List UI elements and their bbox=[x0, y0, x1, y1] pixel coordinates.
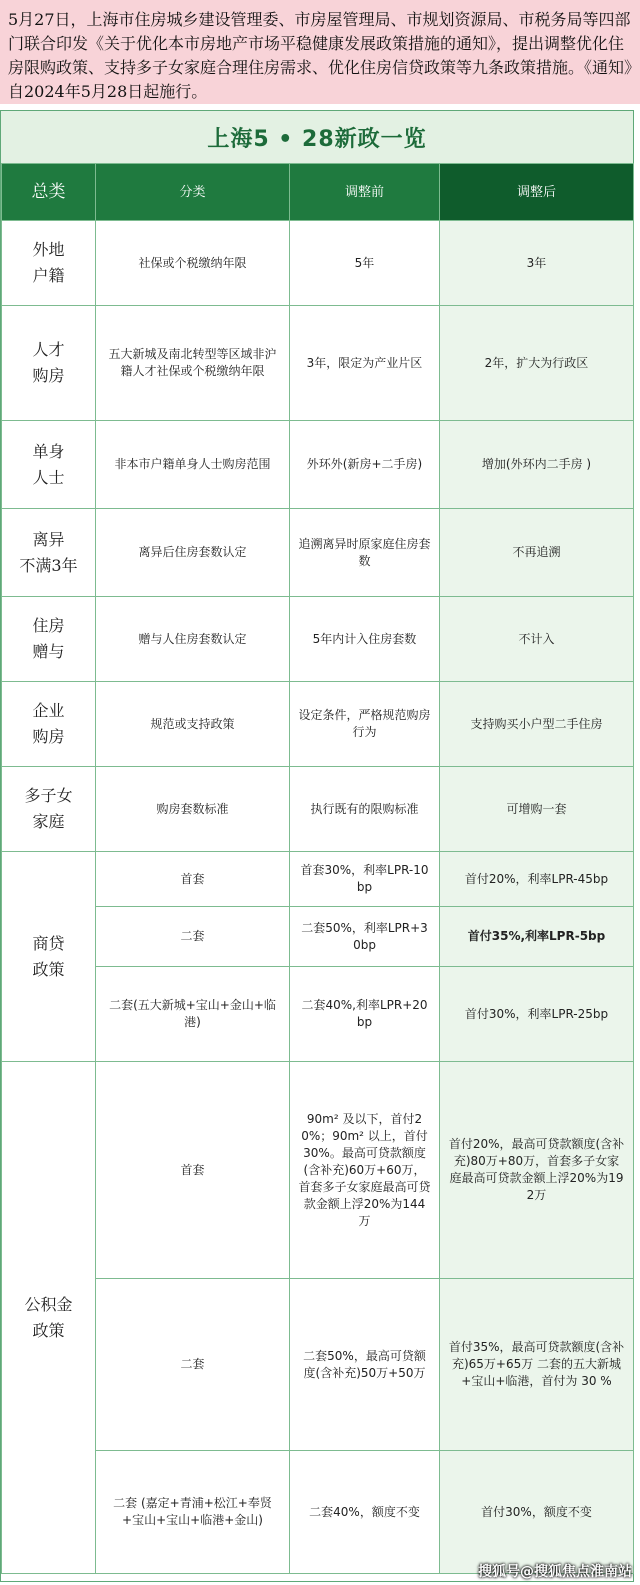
table-row bbox=[2, 1451, 634, 1574]
row-subcategory: 五大新城及南北转型等区域非沪籍人才社保或个税缴纳年限 bbox=[96, 306, 290, 421]
row-subcategory: 首套 bbox=[96, 1062, 290, 1279]
row-before: 首套30%，利率LPR-10bp bbox=[290, 852, 440, 907]
row-after: 可增购一套 bbox=[440, 767, 634, 852]
row-category: 外地 户籍 bbox=[2, 221, 96, 306]
row-before: 二套40%,利率LPR+20bp bbox=[290, 967, 440, 1062]
row-after: 首付20%，利率LPR-45bp bbox=[440, 852, 634, 907]
row-after: 首付30%，利率LPR-25bp bbox=[440, 967, 634, 1062]
row-before: 二套50%，利率LPR+30bp bbox=[290, 907, 440, 967]
table-row bbox=[2, 597, 634, 682]
row-category: 多子女 家庭 bbox=[2, 767, 96, 852]
row-after: 增加(外环内二手房 ) bbox=[440, 421, 634, 509]
row-subcategory: 离异后住房套数认定 bbox=[96, 509, 290, 597]
header-before: 调整前 bbox=[290, 164, 440, 221]
table-title: 上海5 • 28新政一览 bbox=[1, 111, 633, 163]
row-subcategory: 社保或个税缴纳年限 bbox=[96, 221, 290, 306]
table-row bbox=[2, 221, 634, 306]
table-row bbox=[2, 509, 634, 597]
row-before: 设定条件，严格规范购房行为 bbox=[290, 682, 440, 767]
table-row bbox=[2, 1279, 634, 1451]
table-row bbox=[2, 967, 634, 1062]
row-category: 离异 不满3年 bbox=[2, 509, 96, 597]
table-header-row bbox=[2, 164, 634, 221]
table-row bbox=[2, 421, 634, 509]
row-before: 外环外(新房+二手房) bbox=[290, 421, 440, 509]
intro-text: 5月27日，上海市住房城乡建设管理委、市房屋管理局、市规划资源局、市税务局等四部门联合印发《关于优化本市房地产市场平稳健康发展政策措施的通知》，提出调整优化住房限购政策、支持多子女家庭合理住房需求、优化住房信贷政策等九条政策措施。《通知》自2024年5月28日起施行。 bbox=[0, 0, 640, 104]
row-category: 住房 赠与 bbox=[2, 597, 96, 682]
row-subcategory: 规范或支持政策 bbox=[96, 682, 290, 767]
row-subcategory: 非本市户籍单身人士购房范围 bbox=[96, 421, 290, 509]
policy-table bbox=[1, 163, 634, 1574]
row-subcategory: 二套 bbox=[96, 1279, 290, 1451]
table-row bbox=[2, 852, 634, 907]
fund-category: 公积金 政策 bbox=[2, 1062, 96, 1574]
table-row bbox=[2, 306, 634, 421]
row-before: 3年，限定为产业片区 bbox=[290, 306, 440, 421]
table-row bbox=[2, 1062, 634, 1279]
row-before: 二套50%，最高可贷额度(含补充)50万+50万 bbox=[290, 1279, 440, 1451]
row-after: 首付35%，最高可贷款额度(含补充)65万+65万 二套的五大新城+宝山+临港，首付为 30 % bbox=[440, 1279, 634, 1451]
header-after: 调整后 bbox=[440, 164, 634, 221]
row-after: 首付30%，额度不变 bbox=[440, 1451, 634, 1574]
row-before: 执行既有的限购标准 bbox=[290, 767, 440, 852]
row-subcategory: 二套(五大新城+宝山+金山+临港) bbox=[96, 967, 290, 1062]
row-subcategory: 购房套数标准 bbox=[96, 767, 290, 852]
header-subcategory: 分类 bbox=[96, 164, 290, 221]
row-after: 首付35%,利率LPR-5bp bbox=[440, 907, 634, 967]
row-before: 5年内计入住房套数 bbox=[290, 597, 440, 682]
row-after: 不再追溯 bbox=[440, 509, 634, 597]
row-before: 二套40%，额度不变 bbox=[290, 1451, 440, 1574]
row-after: 3年 bbox=[440, 221, 634, 306]
loan-category: 商贷 政策 bbox=[2, 852, 96, 1062]
row-after: 首付20%，最高可贷款额度(含补充)80万+80万，首套多子女家庭最高可贷款金额上浮20%为192万 bbox=[440, 1062, 634, 1279]
row-after: 2年，扩大为行政区 bbox=[440, 306, 634, 421]
table-row bbox=[2, 907, 634, 967]
row-before: 5年 bbox=[290, 221, 440, 306]
row-subcategory: 赠与人住房套数认定 bbox=[96, 597, 290, 682]
header-category: 总类 bbox=[2, 164, 96, 221]
row-before: 90m² 及以下，首付20%；90m² 以上，首付30%。最高可贷款额度(含补充)60万+60万，首套多子女家庭最高可贷款金额上浮20%为144万 bbox=[290, 1062, 440, 1279]
row-after: 支持购买小户型二手住房 bbox=[440, 682, 634, 767]
policy-table-sheet bbox=[0, 110, 634, 1582]
row-subcategory: 首套 bbox=[96, 852, 290, 907]
row-category: 人才 购房 bbox=[2, 306, 96, 421]
row-subcategory: 二套 bbox=[96, 907, 290, 967]
row-before: 追溯离异时原家庭住房套数 bbox=[290, 509, 440, 597]
watermark: 搜狐号@搜狐焦点淮南站 bbox=[478, 1564, 632, 1580]
row-subcategory: 二套 (嘉定+青浦+松江+奉贤+宝山+宝山+临港+金山) bbox=[96, 1451, 290, 1574]
table-row bbox=[2, 767, 634, 852]
row-category: 企业 购房 bbox=[2, 682, 96, 767]
table-row bbox=[2, 682, 634, 767]
row-category: 单身 人士 bbox=[2, 421, 96, 509]
row-after: 不计入 bbox=[440, 597, 634, 682]
